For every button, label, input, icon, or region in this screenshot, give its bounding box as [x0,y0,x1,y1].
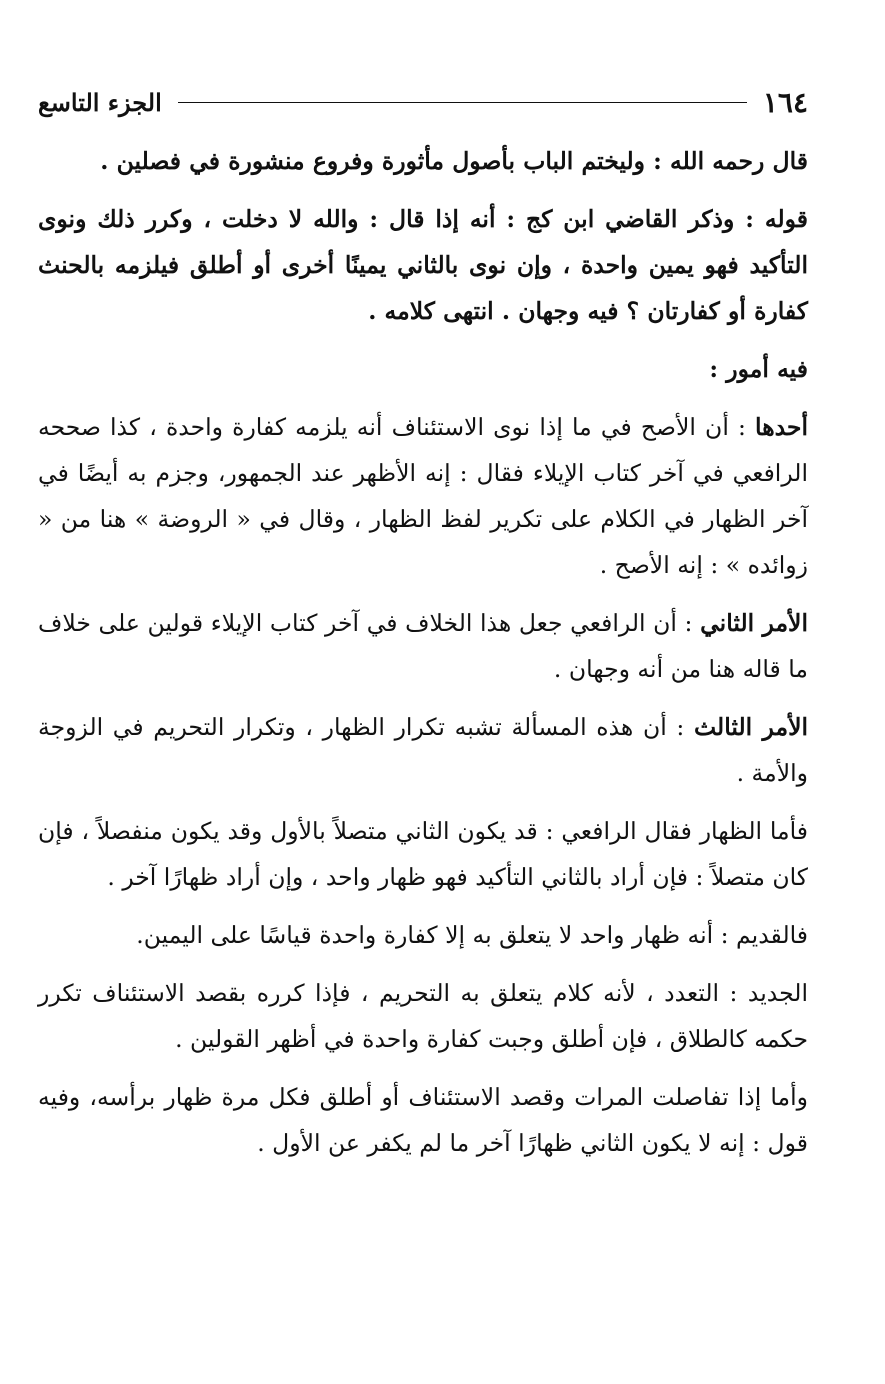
running-title: الجزء التاسع [38,87,162,117]
book-page [38,80,808,1178]
paragraph-quote: قوله : وذكر القاضي ابن كج : أنه إذا قال : والله لا دخلت ، وكرر ذلك ونوى التأكيد فهو يمين واحدة ، وإن نوى بالثاني يمينًا أخرى أو أطلق فيلزمه بالحنث كفارة أو كفارتان ؟ فيه وجهان . انتهى كلامه . [38,205,808,325]
paragraph-intro: قال رحمه الله : وليختم الباب بأصول مأثورة وفروع منشورة في فصلين . [100,147,808,175]
page-header [38,80,808,124]
page-number: ١٦٤ [762,85,808,119]
paragraph-zihar: فأما الظهار فقال الرافعي : قد يكون الثاني متصلاً بالأول وقد يكون منفصلاً ، فإن كان متصلاً : فإن أراد بالثاني التأكيد فهو ظهار واحد ، وإن أراد ظهارًا آخر . [38,817,808,891]
paragraph-first: أحدها : أن الأصح في ما إذا نوى الاستئناف أنه يلزمه كفارة واحدة ، كذا صححه الرافعي في آخر كتاب الإيلاء فقال : إنه الأظهر عند الجمهور، وجزم به أيضًا في آخر الظهار في الكلام على تكرير لفظ الظهار ، وقال في « الروضة » هنا من « زوائده » : إنه الأصح . [38,413,808,579]
paragraph-second: الأمر الثاني : أن الرافعي جعل هذا الخلاف في آخر كتاب الإيلاء قولين على خلاف ما قاله هنا من أنه وجهان . [38,609,808,683]
paragraph-new: الجديد : التعدد ، لأنه كلام يتعلق به التحريم ، فإذا كرره بقصد الاستئناف تكرر حكمه كالطلاق ، فإن أطلق وجبت كفارة واحدة في أظهر القولين . [38,979,808,1053]
paragraph-old: فالقديم : أنه ظهار واحد لا يتعلق به إلا كفارة واحدة قياسًا على اليمين. [136,921,808,949]
paragraph-matters: فيه أمور : [709,355,808,383]
paragraph-separate: وأما إذا تفاصلت المرات وقصد الاستئناف أو أطلق فكل مرة ظهار برأسه، وفيه قول : إنه لا يكون الثاني ظهارًا آخر ما لم يكفر عن الأول . [38,1083,808,1157]
paragraph-third: الأمر الثالث : أن هذه المسألة تشبه تكرار الظهار ، وتكرار التحريم في الزوجة والأمة . [38,713,809,787]
header-rule [178,102,747,103]
